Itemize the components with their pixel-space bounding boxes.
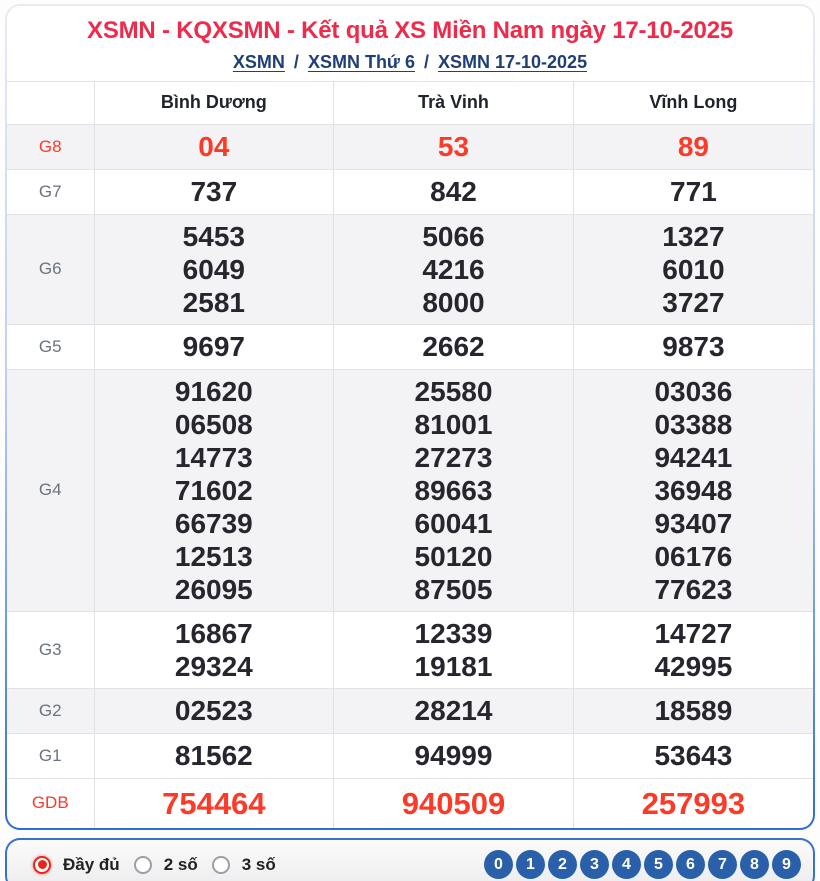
result-number: 60041: [414, 507, 493, 539]
result-number: 14773: [174, 441, 253, 473]
result-number: 26095: [174, 573, 253, 605]
radio-label: 2 số: [163, 854, 198, 874]
result-cell: [94, 324, 334, 369]
result-cell: [334, 688, 574, 733]
results-card: [5, 4, 815, 830]
result-cell: [573, 324, 813, 369]
result-number: 5066: [422, 220, 485, 252]
result-cell: [334, 733, 574, 778]
results-table: [7, 82, 813, 828]
table-row: [7, 214, 813, 324]
result-cell: [573, 169, 813, 214]
digit-ball-button[interactable]: 6: [676, 850, 705, 879]
breadcrumb-separator: /: [418, 52, 434, 72]
tier-label: G8: [7, 124, 94, 169]
page-title: XSMN - KQXSMN - Kết quả XS Miền Nam ngày 17-10-2025: [87, 17, 733, 44]
result-number: 06508: [174, 408, 253, 440]
result-number: 6049: [182, 253, 245, 285]
digit-ball-button[interactable]: 8: [740, 850, 769, 879]
result-cell: [94, 611, 334, 688]
table-row: [7, 778, 813, 828]
breadcrumb-link-xsmn[interactable]: XSMN: [232, 52, 285, 72]
result-cell: [94, 124, 334, 169]
province-header-tra-vinh: Trà Vinh: [334, 82, 574, 124]
digit-ball-button[interactable]: 1: [516, 850, 545, 879]
result-number: 94999: [414, 740, 493, 771]
digit-filter-group: [484, 850, 801, 879]
tier-label: G6: [7, 214, 94, 324]
tier-label: G2: [7, 688, 94, 733]
result-cell: [94, 169, 334, 214]
result-cell: [573, 733, 813, 778]
result-number: 02523: [174, 695, 253, 726]
result-number: 12339: [414, 617, 493, 649]
results-tbody: [7, 124, 813, 828]
result-cell: [573, 124, 813, 169]
result-number: 1327: [662, 220, 725, 252]
table-row: [7, 688, 813, 733]
result-cell: [573, 214, 813, 324]
display-mode-radio[interactable]: [33, 855, 120, 875]
result-number: 77623: [654, 573, 733, 605]
display-mode-radio[interactable]: [134, 855, 198, 875]
result-number: 89: [677, 131, 709, 162]
result-number: 81562: [174, 740, 253, 771]
digit-ball-button[interactable]: 3: [580, 850, 609, 879]
result-number: 93407: [654, 507, 733, 539]
result-number: 737: [190, 176, 238, 207]
result-number: 9697: [182, 331, 245, 362]
table-row: [7, 733, 813, 778]
result-cell: [573, 369, 813, 611]
digit-ball-button[interactable]: 2: [548, 850, 577, 879]
result-number: 940509: [401, 785, 506, 821]
result-number: 19181: [414, 650, 493, 682]
result-number: 89663: [414, 474, 493, 506]
result-number: 91620: [174, 375, 253, 407]
card-header: [7, 6, 813, 82]
tier-label: G7: [7, 169, 94, 214]
result-number: 771: [670, 176, 717, 207]
result-number: 25580: [414, 375, 493, 407]
digit-ball-button[interactable]: 7: [708, 850, 737, 879]
result-number: 12513: [174, 540, 253, 572]
result-cell: [573, 778, 813, 828]
result-cell: [334, 169, 574, 214]
radio-circle-icon[interactable]: [134, 856, 152, 874]
result-number: 03388: [654, 408, 733, 440]
breadcrumb-link-xsmn-thu-6[interactable]: XSMN Thứ 6: [307, 52, 415, 72]
result-number: 842: [430, 176, 477, 207]
result-number: 04: [198, 131, 230, 162]
digit-ball-button[interactable]: 4: [612, 850, 641, 879]
result-number: 87505: [414, 573, 493, 605]
result-number: 257993: [641, 785, 746, 821]
radio-circle-icon[interactable]: [33, 856, 51, 874]
table-row: [7, 169, 813, 214]
result-cell: [334, 778, 574, 828]
result-cell: [334, 124, 574, 169]
result-number: 53643: [654, 740, 733, 771]
result-number: 27273: [414, 441, 493, 473]
result-number: 5453: [182, 220, 245, 252]
radio-label: Đầy đủ: [63, 854, 120, 874]
breadcrumb: [17, 52, 803, 73]
result-number: 18589: [654, 695, 733, 726]
result-number: 754464: [162, 785, 266, 821]
result-number: 2662: [422, 331, 485, 362]
result-number: 66739: [174, 507, 253, 539]
result-cell: [94, 688, 334, 733]
province-header-vinh-long: Vĩnh Long: [573, 82, 813, 124]
result-number: 36948: [654, 474, 733, 506]
result-cell: [334, 611, 574, 688]
result-cell: [573, 688, 813, 733]
result-number: 9873: [662, 331, 725, 362]
result-number: 06176: [654, 540, 733, 572]
result-number: 03036: [654, 375, 733, 407]
result-cell: [94, 778, 334, 828]
table-row: [7, 124, 813, 169]
radio-label: 3 số: [241, 854, 276, 874]
result-number: 8000: [422, 286, 485, 318]
result-number: 2581: [182, 286, 245, 318]
tier-label: G5: [7, 324, 94, 369]
result-number: 29324: [174, 650, 253, 682]
province-header-row: [7, 82, 813, 124]
result-cell: [94, 733, 334, 778]
result-number: 3727: [662, 286, 725, 318]
result-cell: [94, 214, 334, 324]
digit-ball-button[interactable]: 9: [772, 850, 801, 879]
result-cell: [334, 214, 574, 324]
table-row: [7, 324, 813, 369]
result-number: 6010: [662, 253, 725, 285]
radio-circle-icon[interactable]: [212, 856, 230, 874]
tier-label: G3: [7, 611, 94, 688]
display-mode-radio[interactable]: [212, 855, 276, 875]
result-number: 28214: [414, 695, 493, 726]
tier-header-cell: [7, 82, 94, 124]
digit-ball-button[interactable]: 5: [644, 850, 673, 879]
breadcrumb-link-xsmn-date[interactable]: XSMN 17-10-2025: [438, 52, 588, 72]
result-number: 53: [437, 131, 470, 162]
table-row: [7, 369, 813, 611]
result-number: 50120: [414, 540, 493, 572]
table-row: [7, 611, 813, 688]
result-number: 4216: [422, 253, 485, 285]
result-cell: [94, 369, 334, 611]
result-number: 71602: [174, 474, 253, 506]
result-number: 16867: [174, 617, 253, 649]
controls-bar: [5, 838, 815, 881]
result-number: 14727: [654, 617, 733, 649]
digit-ball-button[interactable]: 0: [484, 850, 513, 879]
result-cell: [334, 324, 574, 369]
result-number: 94241: [654, 441, 733, 473]
display-mode-radio-group: [33, 855, 276, 875]
tier-label: GDB: [7, 778, 94, 828]
result-number: 81001: [414, 408, 493, 440]
tier-label: G4: [7, 369, 94, 611]
result-number: 42995: [654, 650, 733, 682]
breadcrumb-separator: /: [288, 52, 304, 72]
tier-label: G1: [7, 733, 94, 778]
result-cell: [334, 369, 574, 611]
result-cell: [573, 611, 813, 688]
province-header-binh-duong: Bình Dương: [94, 82, 334, 124]
